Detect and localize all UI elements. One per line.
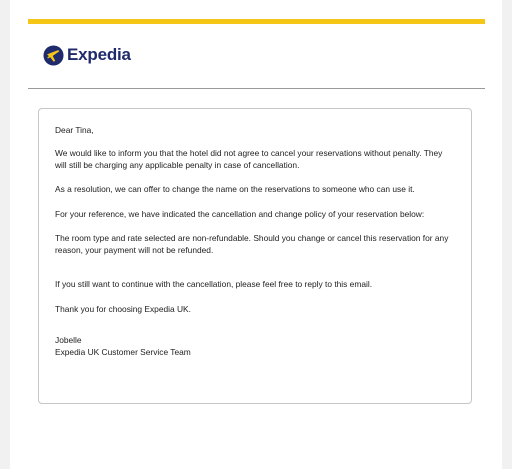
email-paragraph-1: We would like to inform you that the hotel did not agree to cancel your reservations without penalty. They will still be charging any applicable penalty in case of cancellation.: [55, 148, 443, 170]
signature-team: Expedia UK Customer Service Team: [55, 346, 191, 357]
email-page: [10, 0, 502, 469]
expedia-logo[interactable]: [43, 42, 131, 68]
email-paragraph-2: As a resolution, we can offer to change the name on the reservations to someone who can use it.: [55, 184, 415, 194]
email-paragraph-4: The room type and rate selected are non-refundable. Should you change or cancel this reservation for any reason, your payment will not be refunded.: [55, 233, 449, 255]
email-body: [55, 125, 453, 358]
signature-name: Jobelle: [55, 335, 82, 345]
email-paragraph-5: If you still want to continue with the cancellation, please feel free to reply to this email.: [55, 279, 373, 289]
email-message-box: [38, 108, 472, 404]
expedia-logo-icon: [43, 45, 64, 66]
email-paragraph-3: For your reference, we have indicated the cancellation and change policy of your reservation below:: [55, 208, 425, 219]
brand-accent-bar: [28, 19, 485, 24]
header-divider: [28, 88, 485, 89]
email-greeting: Dear Tina,: [55, 125, 94, 135]
email-paragraph-6: Thank you for choosing Expedia UK.: [55, 303, 191, 314]
brand-name: Expedia: [67, 45, 131, 64]
